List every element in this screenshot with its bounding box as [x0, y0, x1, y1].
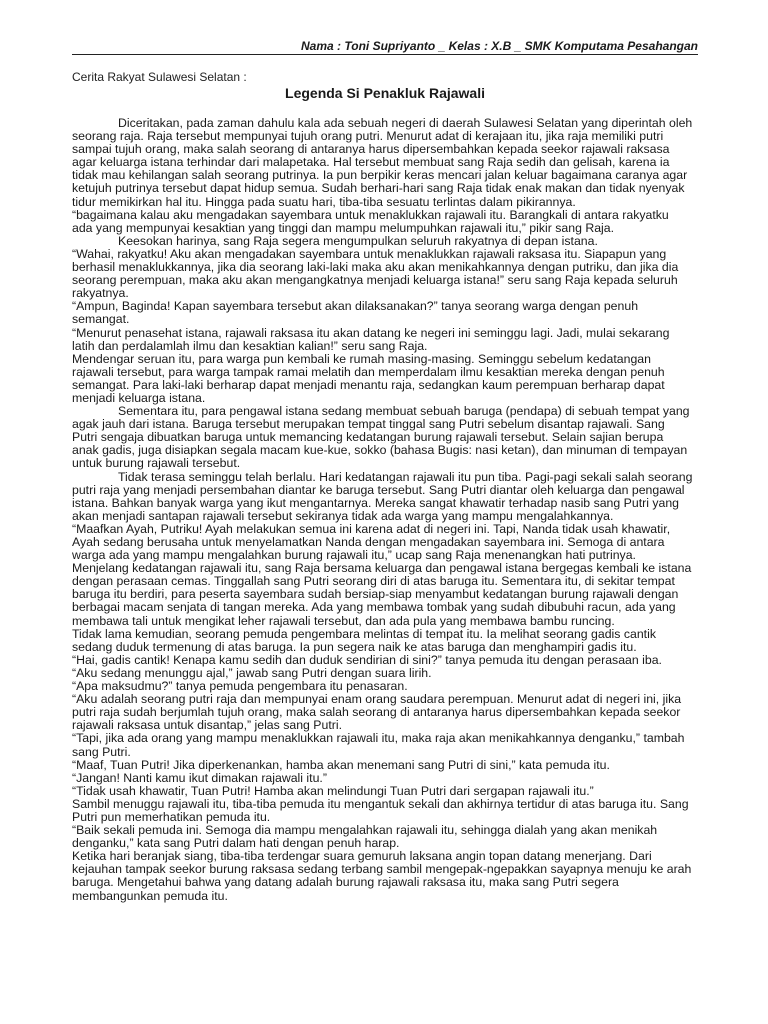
text-line: Sambil menuggu rajawali itu, tiba-tiba pemuda itu mengantuk sekali dan akhirnya tertidur di atas baruga itu. Sang	[72, 796, 689, 811]
student-header: Nama : Toni Supriyanto _ Kelas : X.B _ SMK Komputama Pesahangan	[301, 39, 698, 53]
text-line: rakyatnya.	[72, 286, 129, 301]
text-line: baruga. Mengetahui bahwa yang datang adalah burung rajawali raksasa itu, maka sang Putri segera	[72, 875, 619, 890]
text-line: sang Putri.	[72, 744, 131, 759]
text-line: kejauhan tampak seekor burung raksasa sedang terbang sambil mengepak-ngepakkan sayapnya menuju ke arah	[72, 862, 692, 877]
text-line: agak jauh dari istana. Baruga tersebut merupakan tempat tinggal sang Putri sebelum disantap rajawali. Sang	[72, 417, 665, 432]
text-line: “Ampun, Baginda! Kapan sayembara tersebut akan dilaksanakan?” tanya seorang warga dengan penuh	[72, 299, 639, 314]
text-line: membangunkan pemuda itu.	[72, 888, 228, 903]
text-line: seorang raja. Raja tersebut mempunyai tujuh orang putri. Menurut adat di kerajaan itu, jika raja memiliki putri	[72, 129, 664, 144]
text-line: “Tapi, jika ada orang yang mampu menaklukkan rajawali itu, maka raja akan menikahkannya denganku,” tambah	[72, 731, 685, 746]
text-line: Putri pun memerhatikan pemuda itu.	[72, 809, 271, 824]
text-line: Tidak terasa seminggu telah berlalu. Hari kedatangan rajawali itu pun tiba. Pagi-pagi sekali salah seorang	[118, 469, 693, 484]
text-line: “Aku adalah seorang putri raja dan mempunyai enam orang saudara perempuan. Menurut adat di negeri ini, jika	[72, 692, 682, 707]
text-line: rajawali raksasa untuk disantap,” jelas sang Putri.	[72, 718, 342, 733]
text-line: “Wahai, rakyatku! Aku akan mengadakan sayembara untuk menaklukkan rajawali raksasa itu. Siapapun yang	[72, 246, 667, 261]
text-line: seorang perempuan, maka aku akan mengangkatnya menjadi keluarga istana!” seru sang Raja kepada seluruh	[72, 273, 678, 288]
text-line: Ayah sedang berusaha untuk menyelamatkan Nanda dengan mengadakan sayembara ini. Semoga di antara	[72, 535, 665, 549]
text-line: Ketika hari beranjak siang, tiba-tiba terdengar suara gemuruh laksana angin topan datang menerjang. Dari	[72, 849, 652, 864]
story-title: Legenda Si Penakluk Rajawali	[285, 85, 485, 101]
text-line: Sementara itu, para pengawal istana sedang membuat sebuah baruga (pendapa) di sebuah tempat yang	[118, 404, 690, 419]
text-line: menjadi keluarga istana.	[72, 390, 206, 405]
text-line: Keesokan harinya, sang Raja segera mengumpulkan seluruh rakyatnya di depan istana.	[118, 233, 598, 248]
text-line: “Apa maksudmu?” tanya pemuda pengembara itu penasaran.	[72, 679, 408, 694]
text-line: berbagai macam senjata di tangan mereka. Ada yang membawa tombak yang sudah dibubuhi racun, ada yang	[72, 600, 676, 615]
text-line: “Maaf, Tuan Putri! Jika diperkenankan, hamba akan menemani sang Putri di sini,” kata pemuda itu.	[72, 757, 610, 772]
story-body	[72, 117, 698, 903]
text-line: tidak mau kehilangan salah seorang putrinya. Ia pun berpikir keras mencari jalan keluar bagaimana caranya agar	[72, 168, 688, 183]
text-line: Putri sengaja dibuatkan baruga untuk memancing kedatangan burung rajawali tersebut. Selain sajian berupa	[72, 430, 664, 445]
text-line: Diceritakan, pada zaman dahulu kala ada sebuah negeri di daerah Sulawesi Selatan yang diperintah oleh	[118, 116, 693, 130]
text-line: “Baik sekali pemuda ini. Semoga dia mampu mengalahkan rajawali itu, sehingga dialah yang akan menikah	[72, 823, 658, 838]
text-line: putri raja sudah berjumlah tujuh orang, maka salah seorang di antaranya harus dipersembahkan kepada seekor	[72, 705, 681, 720]
text-line: agar keluarga istana terhindar dari malapetaka. Hal tersebut membuat sang Raja sedih dan gelisah, karena ia	[72, 155, 670, 170]
text-line: sedang duduk termenung di atas baruga. Ia pun segera naik ke atas baruga dan menghampiri gadis itu.	[72, 639, 637, 654]
text-line: Tidak lama kemudian, seorang pemuda pengembara melintas di tempat itu. Ia melihat seorang gadis cantik	[72, 626, 656, 641]
text-line: ketujuh putrinya tersebut dapat hidup semua. Sudah berhari-hari sang Raja tidak enak makan dan tidak nyenyak	[72, 181, 685, 196]
text-line: dengan perasaan cemas. Tinggallah sang Putri seorang diri di atas baruga itu. Sementara itu, di sekitar tempat	[72, 574, 675, 589]
text-line: membawa tali untuk mengikat leher rajawali tersebut, dan ada pula yang membawa bambu runcing.	[72, 613, 615, 628]
text-line: latih dan perdalamlah ilmu dan kesaktian kalian!” seru sang Raja.	[72, 338, 428, 353]
text-line: istana. Bahkan banyak warga yang ikut mengantarnya. Mereka sangat khawatir terhadap nasib sang Putri yang	[72, 495, 680, 510]
text-line: denganku,” kata sang Putri dalam hati dengan penuh harap.	[72, 836, 400, 851]
text-line: ada yang mempunyai kesaktian yang tinggi dan mampu melumpuhkan rajawali itu,” pikir sang Raja.	[72, 220, 615, 235]
text-line: berhasil menaklukkannya, jika dia seorang laki-laki maka aku akan menikahkannya dengan putriku, dan jika dia	[72, 260, 679, 275]
story-category: Cerita Rakyat Sulawesi Selatan :	[72, 70, 247, 84]
text-line: “Maafkan Ayah, Putriku! Ayah melakukan semua ini karena adat di negeri ini. Tapi, Nanda tidak usah khawatir,	[72, 521, 671, 536]
text-line: Mendengar seruan itu, para warga pun kembali ke rumah masing-masing. Seminggu sebelum kedatangan	[72, 351, 651, 366]
text-line: semangat.	[72, 312, 130, 327]
text-line: putri raja yang menjadi persembahan diantar ke baruga tersebut. Sang Putri diantar oleh keluarga dan pengawal	[72, 482, 685, 497]
text-line: anak gadis, juga disiapkan segala macam kue-kue, sokko (bahasa Bugis: nasi ketan), dan minuman di tempayan	[72, 443, 688, 458]
text-line: “bagaimana kalau aku mengadakan sayembara untuk menaklukkan rajawali itu. Barangkali di antara rakyatku	[72, 207, 669, 222]
text-line: warga ada yang mampu mengalahkan burung rajawali itu,” ucap sang Raja menenangkan hati putrinya.	[72, 548, 636, 563]
text-line: semangat. Para laki-laki berharap dapat menjadi menantu raja, sedangkan kaum perempuan berharap dapat	[72, 377, 665, 392]
text-line: untuk burung rajawali tersebut.	[72, 456, 241, 471]
text-line: “Tidak usah khawatir, Tuan Putri! Hamba akan melindungi Tuan Putri dari sergapan rajawali itu.”	[72, 783, 594, 798]
text-line: tidur memikirkan hal itu. Hingga pada suatu hari, tiba-tiba sesuatu terlintas dalam pikirannya.	[72, 194, 576, 209]
text-line: sampai tujuh orang, maka salah seorang di antaranya harus dipersembahkan kepada seekor rajawali raksasa	[72, 142, 670, 157]
text-line: rajawali tersebut, para warga tampak ramai melatih dan memperdalam ilmu kesaktian mereka dengan penuh	[72, 364, 665, 379]
text-line: akan menjadi santapan rajawali tersebut sekiranya tidak ada warga yang mampu mengalahkannya.	[72, 508, 614, 523]
text-line: “Aku sedang menunggu ajal,” jawab sang Putri dengan suara lirih.	[72, 665, 432, 680]
text-line: “Jangan! Nanti kamu ikut dimakan rajawali itu.”	[72, 770, 327, 785]
text-line: “Hai, gadis cantik! Kenapa kamu sedih dan duduk sendirian di sini?” tanya pemuda itu dengan perasaan iba.	[72, 652, 662, 667]
text-line: baruga itu berdiri, para peserta sayembara sudah bersiap-siap menyambut kedatangan burung rajawali dengan	[72, 587, 679, 602]
header-divider	[72, 54, 698, 55]
text-line: Menjelang kedatangan rajawali itu, sang Raja bersama keluarga dan pengawal istana bergegas kembali ke istana	[72, 561, 692, 576]
text-line: “Menurut penasehat istana, rajawali raksasa itu akan datang ke negeri ini seminggu lagi. Jadi, mulai sekarang	[72, 325, 670, 340]
